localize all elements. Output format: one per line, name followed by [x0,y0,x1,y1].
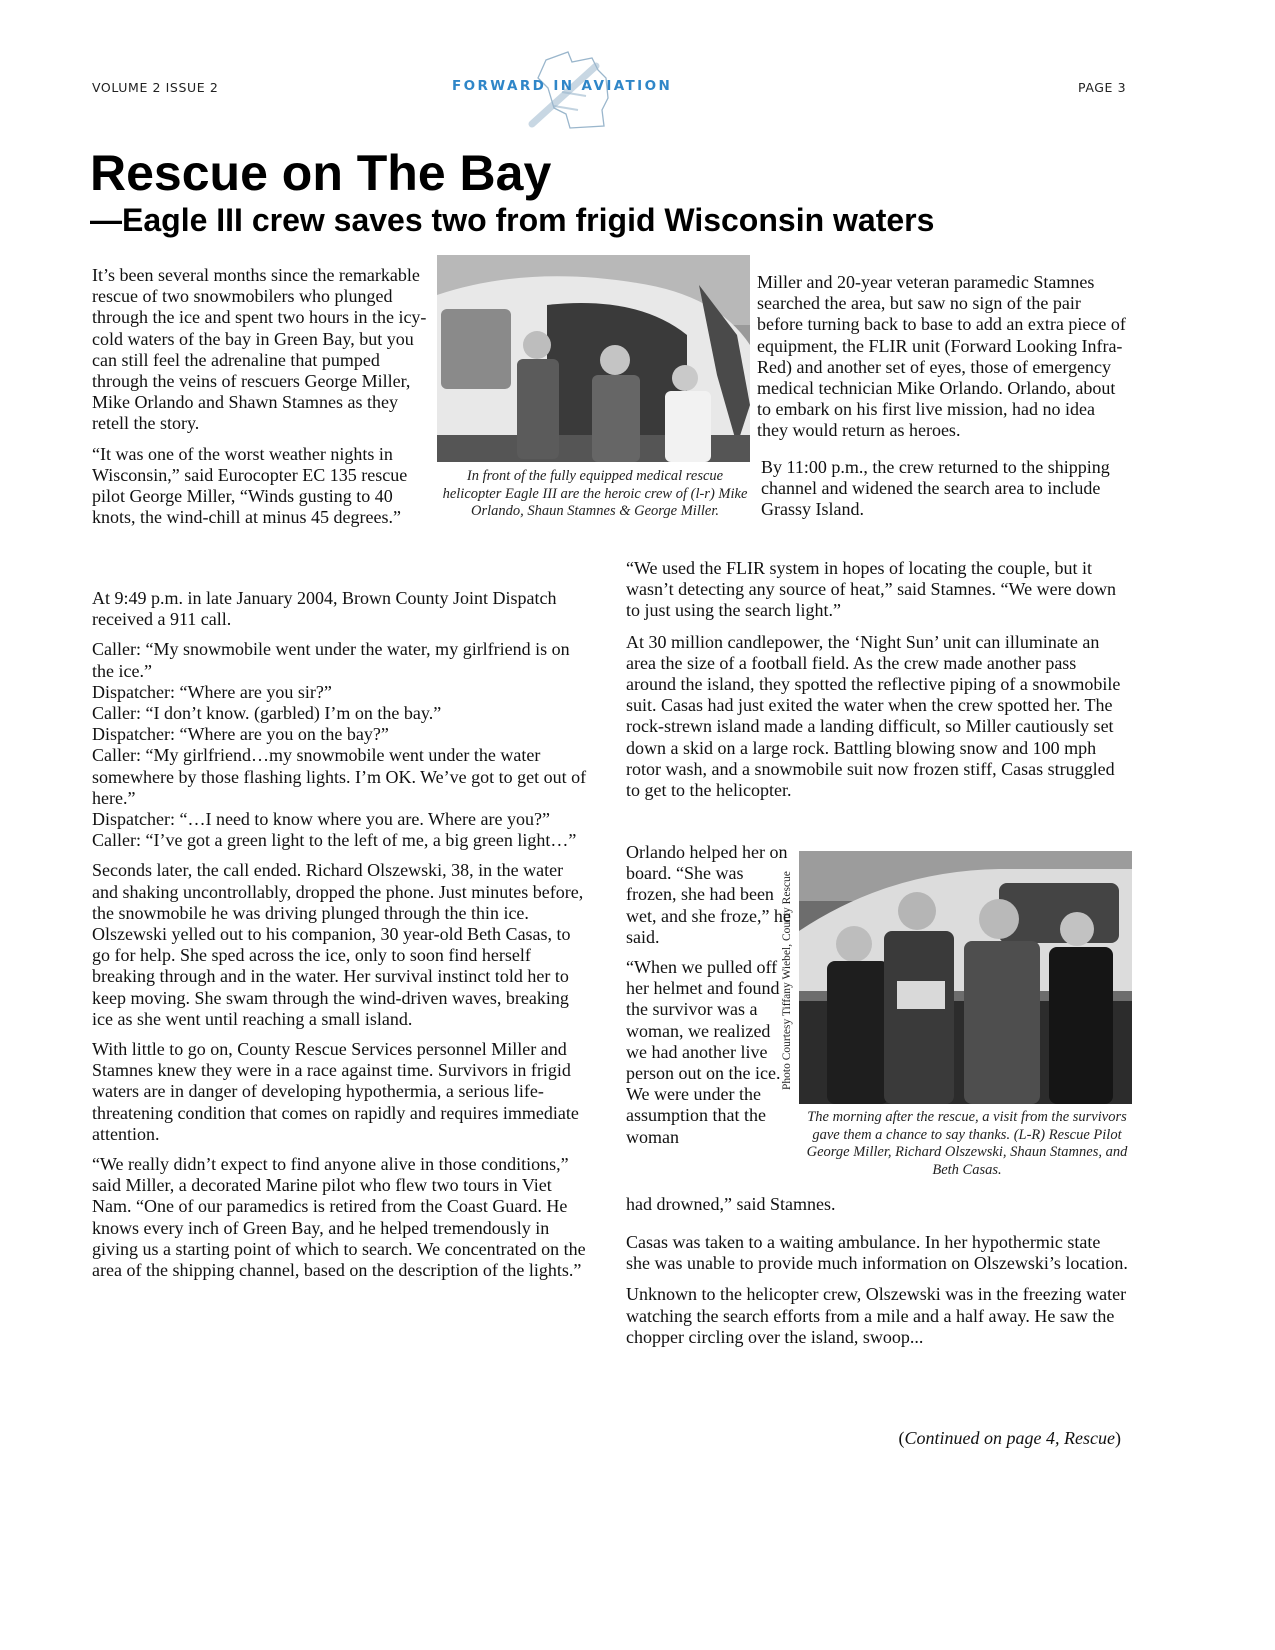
transcript-line: Caller: “My snowmobile went under the water, my girlfriend is on the ice.” [92,639,570,681]
transcript-line: Dispatcher: “…I need to know where you are. Where are you?” [92,809,550,830]
continued-text: Continued on page 4, Rescue [904,1428,1115,1448]
miller-quote-paragraph: “It was one of the worst weather nights in Wisconsin,” said Eurocopter EC 135 rescue pilot George Miller, “Winds gusting to 40 knots, the wind-chill at minus 45 degrees.” [92,443,408,528]
intro-paragraph: It’s been several months since the remarkable rescue of two snowmobilers who plunged through the ice and spent two hours in the icy-cold waters of the bay in Green Bay, but you can still feel the adrenaline that pumped through the veins of rescuers George Miller, Mike Orlando and Shawn Stamnes as they retell the story. [92,265,427,434]
helmet-quote-tail: had drowned,” said Stamnes. [626,1194,836,1214]
page-number: PAGE 3 [1078,80,1127,95]
photo1-caption: In front of the fully equipped medical rescue helicopter Eagle III are the heroic crew of (l-r) Mike Orlando, Shaun Stamnes & George Miller. [442,468,748,519]
paren-close: ) [1115,1428,1121,1448]
orlando-quote-paragraph: Orlando helped her on board. “She was frozen, she had been wet, and she froze,” he said. [626,842,791,947]
issue-label: VOLUME 2 ISSUE 2 [92,80,219,95]
right-column-top [757,272,1127,520]
search-paragraph: Miller and 20-year veteran paramedic Stamnes searched the area, but saw no sign of the pair before turning back to base to add an extra piece of equipment, the FLIR unit (Forward Looking Infra-Red) and another set of eyes, those of emergency medical technician Mike Orlando. Orlando, about to embark on his first live mission, had no idea they would return as heroes. [757,272,1126,441]
photo-credit: Photo Courtesy Tiffany Wiebel, County Rescue [781,871,793,1090]
right-column-narrow [626,842,794,1148]
transcript-line: Caller: “I’ve got a green light to the left of me, a big green light…” [92,830,577,851]
night-sun-paragraph: At 30 million candlepower, the ‘Night Sun’ unit can illuminate an area the size of a football field. As the crew made another pass around the island, they spotted the reflective piping of a snowmobile suit. Casas had just exited the water when the crew spotted her. The rock-strewn island made a landing difficult, so Miller cautiously set down a skid on a large rock. Battling blowing snow and 100 mph rotor wash, and a snowmobile suit now frozen stiff, Casas struggled to get to the helicopter. [626,631,1121,801]
article-title: Rescue on The Bay [90,145,552,201]
transcript-line: Caller: “I don’t know. (garbled) I’m on the bay.” [92,703,442,724]
article-subtitle: —Eagle III crew saves two from frigid Wisconsin waters [90,202,935,238]
call-transcript [92,639,592,851]
continued-link[interactable] [877,1428,1121,1449]
photo2-caption: The morning after the rescue, a visit from the survivors gave them a chance to say thanks. (L-R) Rescue Pilot George Miller, Richard Olszewski, Shaun Stamnes, and Beth Casas. [806,1109,1128,1178]
left-column-top [92,265,430,528]
crew-helicopter-photo [437,255,750,462]
call-ended-paragraph: Seconds later, the call ended. Richard Olszewski, 38, in the water and shaking uncontrollably, dropped the phone. Just minutes before, the snowmobile he was driving plunged through the thin ice. Olszewski yelled out to his companion, 30 year-old Beth Casas, to go for help. She sped across the ice, only to soon find herself breaking through and in the water. Her survival instinct told her to keep moving. She swam through the wind-driven waves, breaking ice as she went until reaching a small island. [92,860,584,1029]
grassy-island-paragraph: By 11:00 p.m., the crew returned to the shipping channel and widened the search area to include Grassy Island. [761,456,1110,520]
survivors-visit-photo [799,851,1132,1104]
dispatch-paragraph: At 9:49 p.m. in late January 2004, Brown County Joint Dispatch received a 911 call. [92,588,557,630]
search-strategy-paragraph: “We really didn’t expect to find anyone alive in those conditions,” said Miller, a decorated Marine pilot who flew two tours in Viet Nam. “One of our paramedics is retired from the Coast Guard. He knows every inch of Green Bay, and he helped tremendously in giving us a starting point of which to search. We concentrated on the area of the shipping channel, based on the description of the lights.” [92,1154,586,1281]
flir-quote-paragraph: “We used the FLIR system in hopes of locating the couple, but it wasn’t detecting any source of heat,” said Stamnes. “We were down to just using the search light.” [626,558,1117,621]
right-column-main [626,558,1128,801]
left-column-main [92,588,592,1281]
paren-open: ( [898,1428,905,1448]
transcript-line: Dispatcher: “Where are you on the bay?” [92,724,389,745]
transcript-line: Dispatcher: “Where are you sir?” [92,681,332,702]
olszewski-watching-paragraph: Unknown to the helicopter crew, Olszewski was in the freezing water watching the search efforts from a mile and a half away. He saw the chopper circling over the island, swoop... [626,1284,1127,1347]
newsletter-brand: FORWARD IN AVIATION [452,78,673,94]
helmet-quote-paragraph: “When we pulled off her helmet and found the survivor was a woman, we realized we had another live person out on the ice. We were under the assumption that the woman [626,957,781,1147]
transcript-line: Caller: “My girlfriend…my snowmobile went under the water somewhere by those flashing lights. I’m OK. We’ve got to get out of here.” [92,745,587,808]
race-against-time-paragraph: With little to go on, County Rescue Services personnel Miller and Stamnes knew they were in a race against time. Survivors in frigid waters are in danger of developing hypothermia, a serious life-threatening condition that comes on rapidly and requires immediate attention. [92,1039,579,1144]
right-column-bottom [626,1232,1128,1348]
ambulance-paragraph: Casas was taken to a waiting ambulance. In her hypothermic state she was unable to provide much information on Olszewski’s location. [626,1232,1128,1274]
